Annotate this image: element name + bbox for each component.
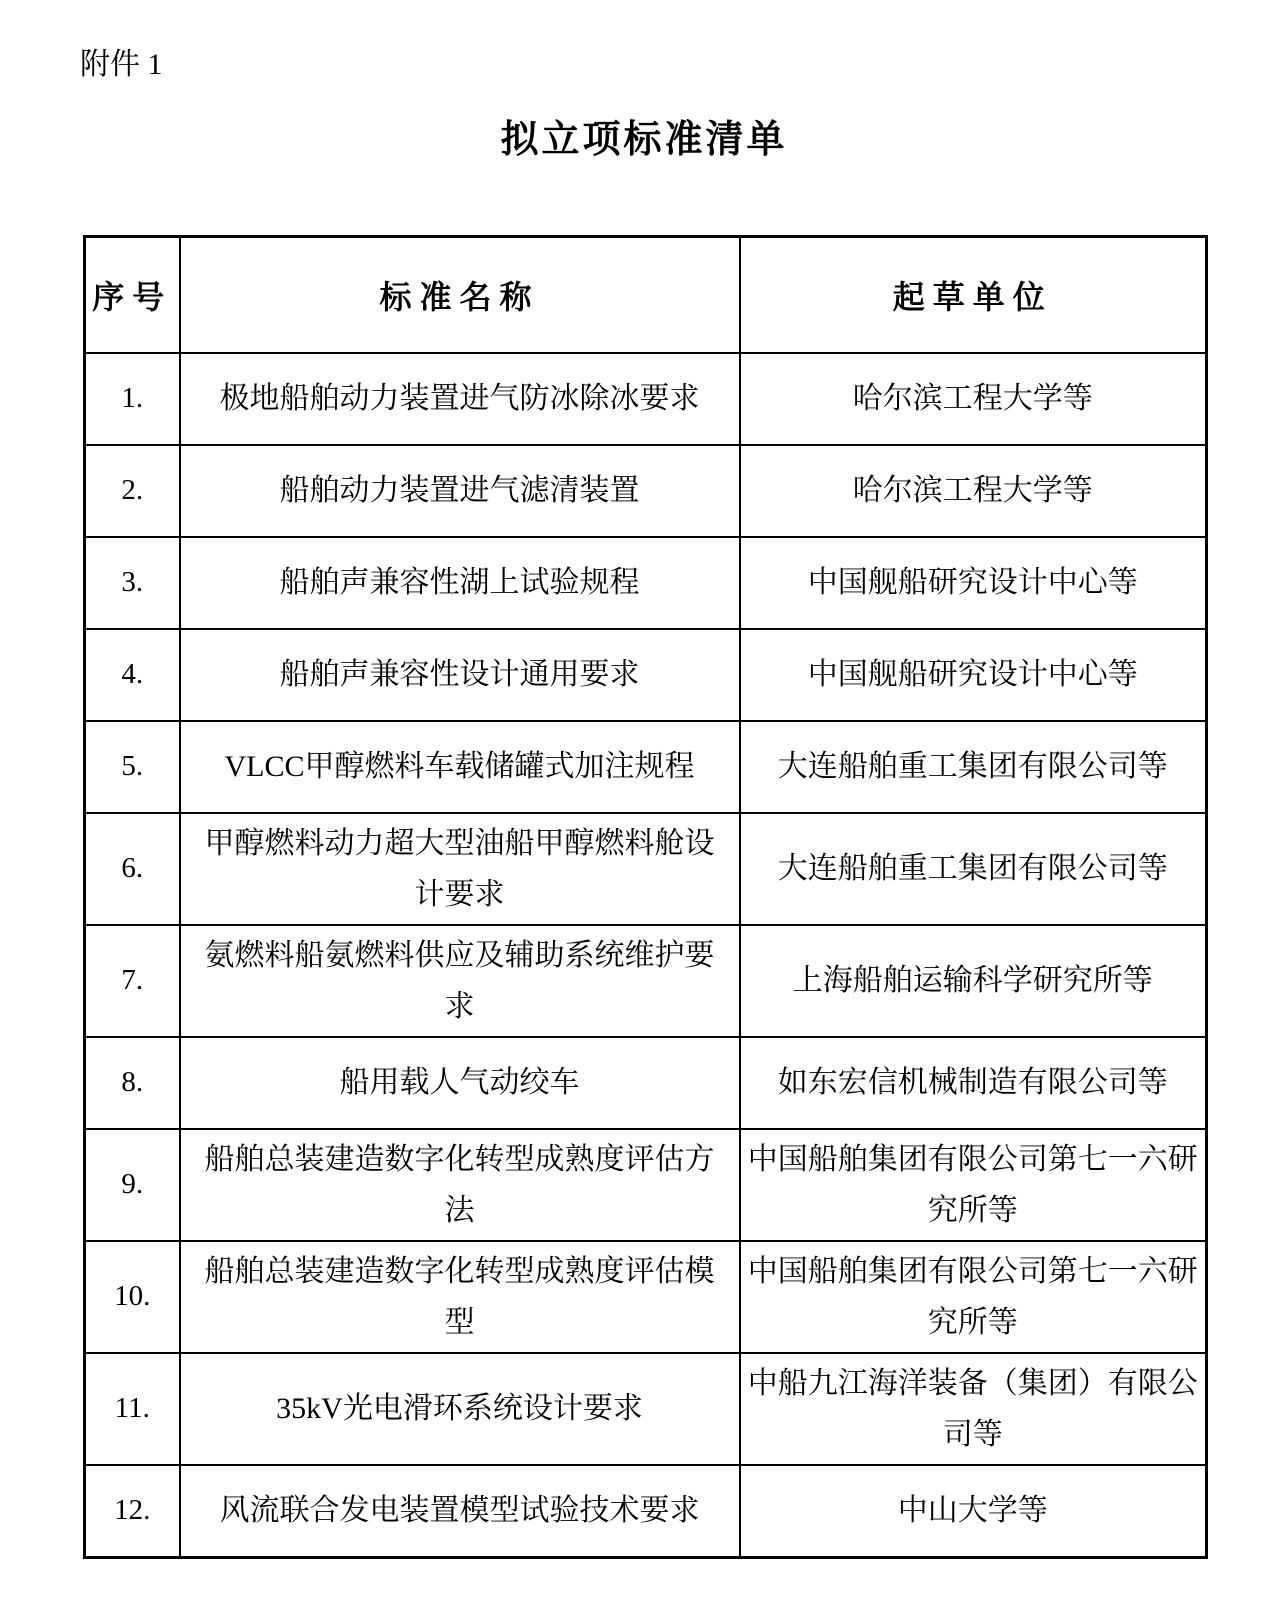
drafting-unit-cell: 上海船舶运输科学研究所等: [740, 925, 1207, 1037]
drafting-unit-cell: 中国舰船研究设计中心等: [740, 629, 1207, 721]
table-row: [85, 1241, 1207, 1353]
serial-number-cell: 4.: [85, 629, 180, 721]
standard-name-cell: 氨燃料船氨燃料供应及辅助系统维护要求: [180, 925, 740, 1037]
standard-name-cell: 风流联合发电装置模型试验技术要求: [180, 1465, 740, 1558]
table-row: [85, 1037, 1207, 1129]
serial-number-cell: 8.: [85, 1037, 180, 1129]
serial-number-cell: 11.: [85, 1353, 180, 1465]
standard-name-cell: 船舶声兼容性设计通用要求: [180, 629, 740, 721]
drafting-unit-cell: 哈尔滨工程大学等: [740, 353, 1207, 445]
page-title: 拟立项标准清单: [500, 119, 788, 161]
standard-name-cell: 35kV光电滑环系统设计要求: [180, 1353, 740, 1465]
header-serial-number: 序号: [85, 236, 180, 353]
serial-number-cell: 7.: [85, 925, 180, 1037]
standard-name-cell: 船舶声兼容性湖上试验规程: [180, 537, 740, 629]
standard-name-cell: 甲醇燃料动力超大型油船甲醇燃料舱设计要求: [180, 813, 740, 925]
serial-number-cell: 5.: [85, 721, 180, 813]
standard-name-cell: 船舶总装建造数字化转型成熟度评估方法: [180, 1129, 740, 1241]
drafting-unit-cell: 中国船舶集团有限公司第七一六研究所等: [740, 1129, 1207, 1241]
table-row: [85, 537, 1207, 629]
standard-name-cell: VLCC甲醇燃料车载储罐式加注规程: [180, 721, 740, 813]
drafting-unit-cell: 中船九江海洋装备（集团）有限公司等: [740, 1353, 1207, 1465]
serial-number-cell: 2.: [85, 445, 180, 537]
table-row: [85, 1129, 1207, 1241]
drafting-unit-cell: 大连船舶重工集团有限公司等: [740, 721, 1207, 813]
drafting-unit-cell: 如东宏信机械制造有限公司等: [740, 1037, 1207, 1129]
table-row: [85, 1353, 1207, 1465]
table-row: [85, 813, 1207, 925]
header-standard-name: 标准名称: [180, 236, 740, 353]
serial-number-cell: 1.: [85, 353, 180, 445]
standard-name-cell: 极地船舶动力装置进气防冰除冰要求: [180, 353, 740, 445]
drafting-unit-cell: 大连船舶重工集团有限公司等: [740, 813, 1207, 925]
table-row: [85, 445, 1207, 537]
drafting-unit-cell: 中国船舶集团有限公司第七一六研究所等: [740, 1241, 1207, 1353]
serial-number-cell: 10.: [85, 1241, 180, 1353]
drafting-unit-cell: 中山大学等: [740, 1465, 1207, 1558]
serial-number-cell: 9.: [85, 1129, 180, 1241]
table-row: [85, 1465, 1207, 1558]
drafting-unit-cell: 中国舰船研究设计中心等: [740, 537, 1207, 629]
serial-number-cell: 6.: [85, 813, 180, 925]
standard-name-cell: 船用载人气动绞车: [180, 1037, 740, 1129]
table-row: [85, 353, 1207, 445]
serial-number-cell: 3.: [85, 537, 180, 629]
serial-number-cell: 12.: [85, 1465, 180, 1558]
table-row: [85, 629, 1207, 721]
header-drafting-unit: 起草单位: [740, 236, 1207, 353]
table-row: [85, 721, 1207, 813]
attachment-label: 附件 1: [80, 48, 163, 81]
table-header-row: [85, 236, 1207, 353]
standard-name-cell: 船舶总装建造数字化转型成熟度评估模型: [180, 1241, 740, 1353]
standards-table: [83, 235, 1208, 1559]
drafting-unit-cell: 哈尔滨工程大学等: [740, 445, 1207, 537]
standard-name-cell: 船舶动力装置进气滤清装置: [180, 445, 740, 537]
table-row: [85, 925, 1207, 1037]
table-body: [85, 353, 1207, 1558]
